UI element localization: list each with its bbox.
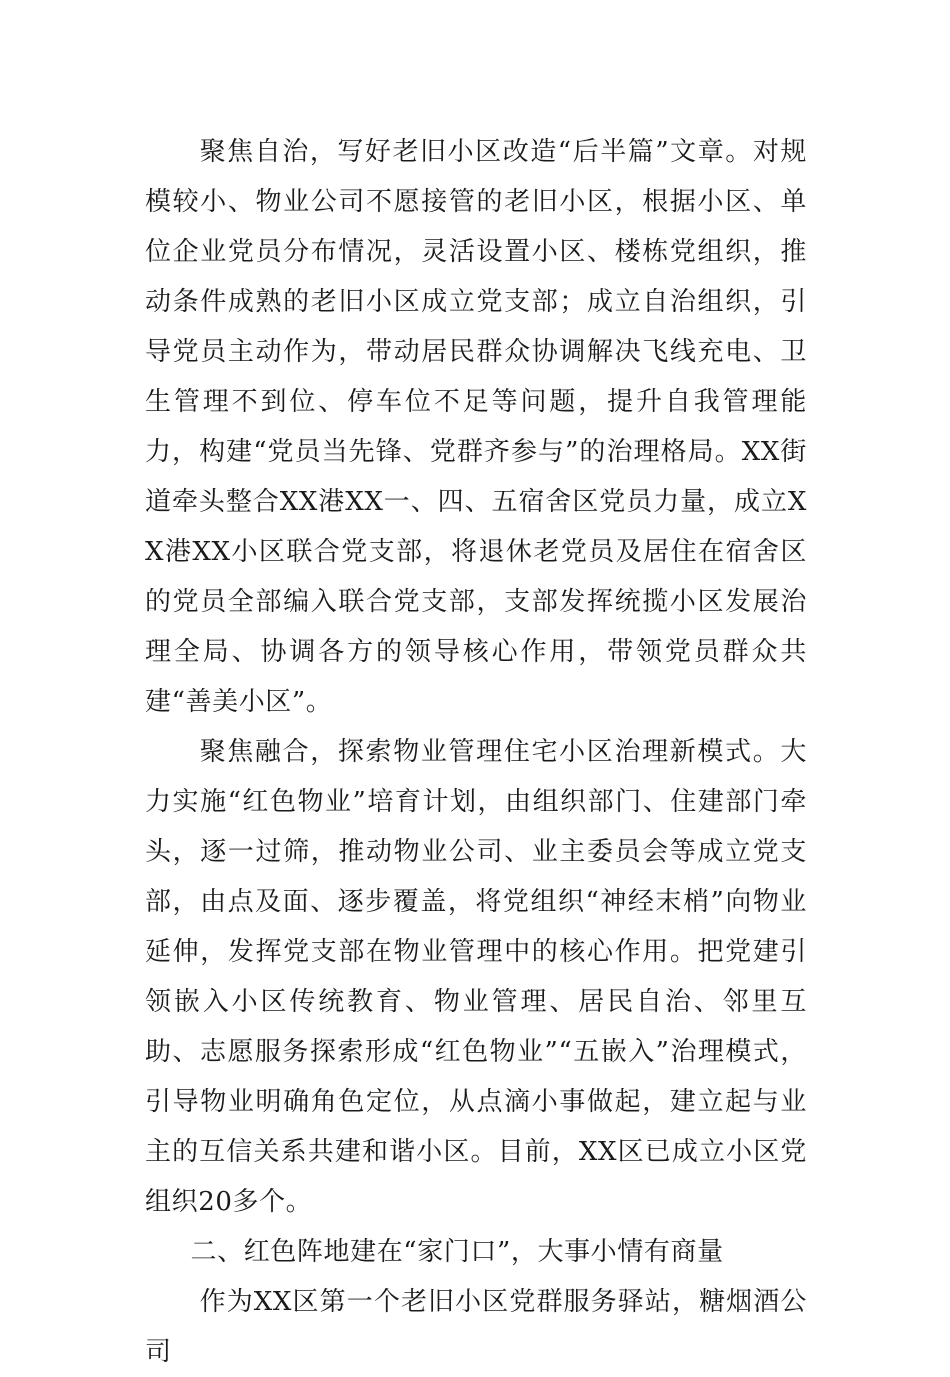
section-heading: 二、红色阵地建在“家门口”，大事小情有商量 bbox=[190, 1237, 724, 1267]
document-body bbox=[145, 127, 807, 1377]
paragraph-self-governance: 聚焦自治，写好老旧小区改造“后半篇”文章。对规模较小、物业公司不愿接管的老旧小区，根据小区、单位企业党员分布情况，灵活设置小区、楼栋党组织，推动条件成熟的老旧小区成立党支部；成立自治组织，引导党员主动作为，带动居民群众协调解决飞线充电、卫生管理不到位、停车位不足等问题，提升自我管理能力，构建“党员当先锋、党群齐参与”的治理格局。XX街道牵头整合XX港XX一、四、五宿舍区党员力量，成立XX港XX小区联合党支部，将退休老党员及居住在宿舍区的党员全部编入联合党支部，支部发挥统揽小区发展治理全局、协调各方的领导核心作用，带领党员群众共建“善美小区”。 bbox=[145, 137, 807, 717]
paragraph-service-station: 作为XX区第一个老旧小区党群服务驿站，糖烟酒公司 bbox=[145, 1287, 807, 1367]
paragraph-integration: 聚焦融合，探索物业管理住宅小区治理新模式。大力实施“红色物业”培育计划，由组织部门、住建部门牵头，逐一过筛，推动物业公司、业主委员会等成立党支部，由点及面、逐步覆盖，将党组织“神经末梢”向物业延伸，发挥党支部在物业管理中的核心作用。把党建引领嵌入小区传统教育、物业管理、居民自治、邻里互助、志愿服务探索形成“红色物业”“五嵌入”治理模式，引导物业明确角色定位，从点滴小事做起，建立起与业主的互信关系共建和谐小区。目前，XX区已成立小区党组织20多个。 bbox=[145, 737, 807, 1217]
